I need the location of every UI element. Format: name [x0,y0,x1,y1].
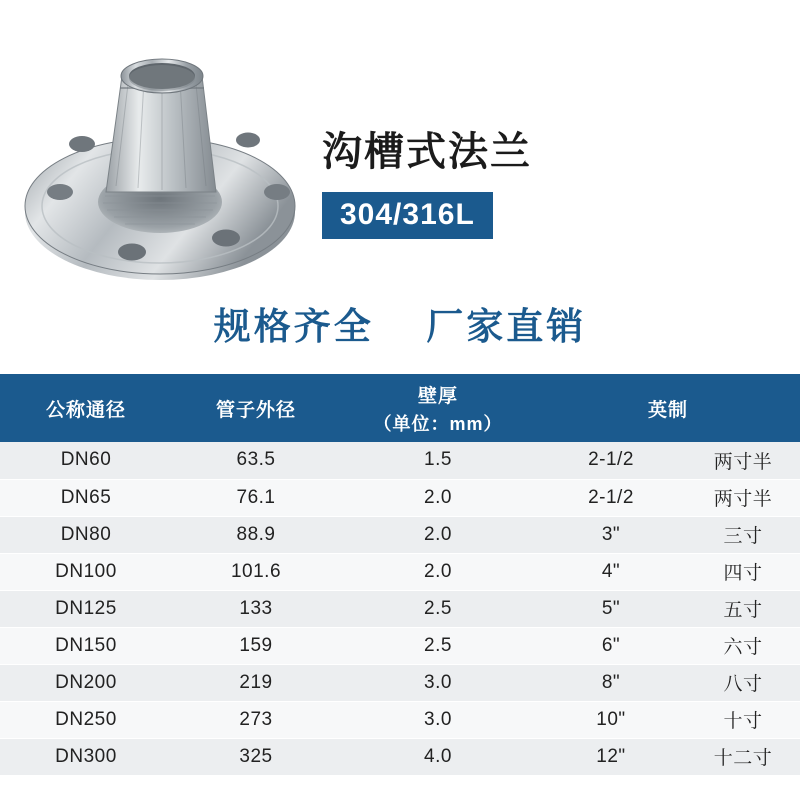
table-row [0,479,800,516]
cell-od: 133 [172,590,340,627]
table-row [0,701,800,738]
table-row [0,516,800,553]
cell-od: 325 [172,738,340,775]
cell-dn: DN80 [0,516,172,553]
cell-wt: 2.0 [340,553,536,590]
cell-od: 63.5 [172,442,340,479]
cell-dn: DN100 [0,553,172,590]
cell-inch: 10" [536,701,686,738]
table-row [0,627,800,664]
cell-dn: DN150 [0,627,172,664]
cell-inch: 12" [536,738,686,775]
material-badge: 304/316L [322,192,493,239]
table-row [0,442,800,479]
cell-dn: DN200 [0,664,172,701]
cell-cn: 十二寸 [686,738,800,775]
cell-dn: DN300 [0,738,172,775]
cell-inch: 6" [536,627,686,664]
hero-section [0,0,800,368]
table-body [0,442,800,775]
cell-od: 273 [172,701,340,738]
cell-inch: 5" [536,590,686,627]
cell-od: 88.9 [172,516,340,553]
table-row [0,553,800,590]
cell-cn: 两寸半 [686,479,800,516]
cell-cn: 四寸 [686,553,800,590]
header-nominal-diameter: 公称通径 [0,374,172,442]
cell-od: 219 [172,664,340,701]
cell-wt: 2.5 [340,627,536,664]
header-imperial: 英制 [536,374,800,442]
cell-dn: DN250 [0,701,172,738]
header-wall-thickness-unit: （单位：mm） [373,413,503,434]
header-outer-diameter: 管子外径 [172,374,340,442]
cell-wt: 3.0 [340,701,536,738]
table-header [0,374,800,442]
cell-dn: DN65 [0,479,172,516]
cell-od: 101.6 [172,553,340,590]
cell-inch: 3" [536,516,686,553]
specification-table [0,374,800,776]
table-row [0,664,800,701]
title-block [322,130,792,239]
cell-inch: 8" [536,664,686,701]
cell-inch: 2-1/2 [536,442,686,479]
cell-cn: 三寸 [686,516,800,553]
cell-cn: 八寸 [686,664,800,701]
table-row [0,738,800,775]
cell-cn: 五寸 [686,590,800,627]
slogan-right: 厂家直销 [426,306,587,347]
cell-wt: 2.5 [340,590,536,627]
cell-cn: 十寸 [686,701,800,738]
cell-dn: DN60 [0,442,172,479]
cell-cn: 两寸半 [686,442,800,479]
product-title: 沟槽式法兰 [322,130,532,174]
cell-inch: 4" [536,553,686,590]
table-header-row [0,374,800,442]
cell-od: 76.1 [172,479,340,516]
cell-dn: DN125 [0,590,172,627]
cell-inch: 2-1/2 [536,479,686,516]
slogan-left: 规格齐全 [213,306,374,347]
table-row [0,590,800,627]
cell-od: 159 [172,627,340,664]
cell-wt: 2.0 [340,516,536,553]
header-wall-thickness-label: 壁厚 [417,385,458,407]
slogan [0,296,800,350]
header-wall-thickness [340,374,536,442]
grooved-flange-illustration [10,14,310,296]
cell-wt: 4.0 [340,738,536,775]
cell-wt: 2.0 [340,479,536,516]
product-photo [10,14,310,296]
cell-wt: 3.0 [340,664,536,701]
cell-wt: 1.5 [340,442,536,479]
cell-cn: 六寸 [686,627,800,664]
